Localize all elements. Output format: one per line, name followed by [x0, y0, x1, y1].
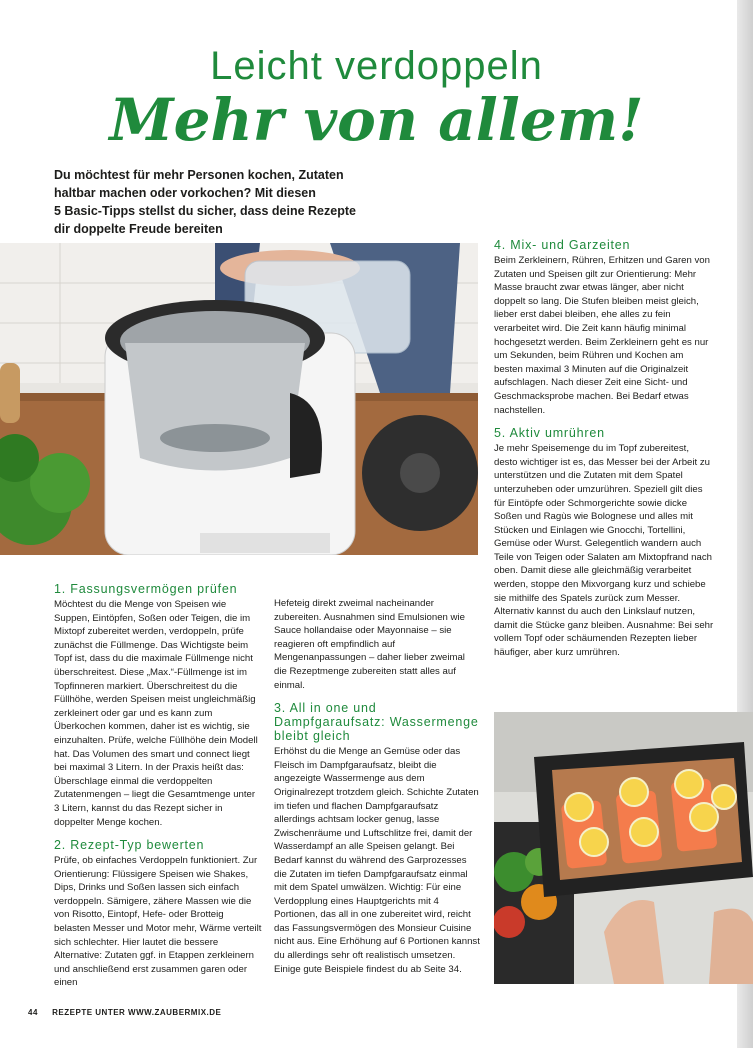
page-number: 44 [28, 1008, 38, 1017]
heading-section-3: 3. All in one und Dampfgaraufsatz: Wassermenge bleibt gleich [274, 701, 479, 744]
footer-label: REZEPTE UNTER WWW.ZAUBERMIX.DE [52, 1008, 222, 1017]
heading-section-2: 2. Rezept-Typ bewerten [54, 838, 205, 853]
intro-line: Du möchtest für mehr Personen kochen, Zutaten [54, 168, 344, 182]
intro-line: haltbar machen oder vorkochen? Mit diesen [54, 186, 316, 200]
column-3 [494, 238, 714, 660]
intro-line: 5 Basic-Tipps stellst du sicher, dass deine Rezepte [54, 204, 356, 218]
title-line-2: Mehr von allem! [109, 86, 644, 154]
intro-text [54, 166, 474, 238]
photo-steaming-tray [494, 712, 753, 984]
column-1 [54, 582, 262, 990]
heading-section-4: 4. Mix- und Garzeiten [494, 238, 631, 252]
body-section-4: Beim Zerkleinern, Rühren, Erhitzen und Garen von Zutaten und Speisen gilt zur Orientierung: Mehr Masse braucht zwar etwas länger, aber nicht doppelt so lang. Die Stufen bleiben meist gleich, lieber erst dabei bleiben, ehe alles zu fein verarbeitet wird. Die Zeit kann häufig minimal hochgesetzt werden. Beim Zerkleinern geht es nur um Sekunden, beim Rühren und Kochen am besten maximal 3 Minuten auf die Originalzeit aufschlagen. Nach dieser Zeit eine Sicht- und Geschmacksprobe machen. Bei Bedarf etwas nachstellen. [494, 255, 710, 416]
body-section-3: Erhöhst du die Menge an Gemüse oder das Fleisch im Dampfgaraufsatz, bleibt die angezeigte Wassermenge aus dem Originalrezept trotzdem gleich. Schichte Zutaten im tiefen und flachen Dampfgaraufsatz allerdings achtsam locker genug, lasse Zwischenräume und Luftschlitze frei, damit der Wasserdampf an alle Speisen gelangt. Bei Bedarf kannst du während des Garprozesses die Zutaten im tiefen Dampfgaraufsatz einmal mit dem Spatel umwälzen. Wichtig: Für eine Verdopplung eines Hauptgerichts mit 4 Portionen, das all in one zubereitet wird, reicht das Fassungsvermögen des Monsieur Cuisine nicht aus. Eine Erhöhung auf 6 Portionen kannst du allerdings sehr oft realistisch umsetzen. Einige gute Beispiele findest du ab Seite 34. [274, 746, 480, 975]
heading-section-1: 1. Fassungsvermögen prüfen [54, 582, 238, 596]
intro-line: dir doppelte Freude bereiten [54, 222, 223, 236]
body-section-2-continued: Hefeteig direkt zweimal nacheinander zubereiten. Ausnahmen sind Emulsionen wie Sauce hollandaise oder Mayonnaise – sie reagieren oft empfindlich auf Mengenanpassungen – daher lieber zweimal die Rezeptmenge zubereiten statt alles auf einmal. [274, 598, 465, 691]
body-section-2: Prüfe, ob einfaches Verdoppeln funktioniert. Zur Orientierung: Flüssigere Speisen wie Shakes, Dips, Drinks und Soßen lassen sich einfach verdoppeln. Sämigere, zähere Massen wie die von Risotto, Eintopf, Hefe- oder Brotteig belasten Messer und Motor mehr, Wärme verteilt sich schlechter. Hier lautet die bessere Alternative: Zutaten ggf. in Etappen zerkleinern und anschließend erst zusammen garen oder einen [54, 855, 262, 989]
photo-kitchen-machine [0, 243, 478, 555]
body-section-1: Möchtest du die Menge von Speisen wie Suppen, Eintöpfen, Soßen oder Teigen, die im Mixtopf zubereitet werden, verdoppeln, prüfe zunächst die Füllmenge. Das Wichtigste beim Topf ist, dass du die maximale Füllmenge nicht überschreitest. Diese „Max.“-Füllmenge ist im Topfinneren markiert. Überschreitest du die Füllhöhe, werden Speisen meist ungleichmäßig zerkleinert oder gar und es kann zum Überkochen kommen, daher ist es wichtig, sie einzuhalten. Prüfe, welche Füllhöhe dein Modell hat. Das Volumen des smart und connect liegt bei maximal 3 Litern. In der Praxis heißt das: Überschlage einmal die verdoppelten Zutatenmengen – liegt die Gesamtmenge unter 3 Litern, kannst du das Rezept sicher in doppelter Menge kochen. [54, 599, 258, 828]
page-footer [28, 1008, 221, 1017]
column-2 [274, 597, 480, 976]
title-line-1: Leicht verdoppeln [210, 44, 543, 88]
heading-section-5: 5. Aktiv umrühren [494, 426, 605, 441]
body-section-5: Je mehr Speisemenge du im Topf zubereitest, desto wichtiger ist es, das Messer bei der Arbeit zu unterstützen und die Zutaten mit dem Spatel unterzuheben oder umzurühren. Speziell gilt dies für Eintöpfe oder Schmorgerichte sowie dicke Soßen und Ragùs wie Bolognese und alles mit Stücken und Einlagen wie Gnocchi, Tortellini, Gemüse oder Wurst. Gelegentlich wandern auch Teile von Teigen oder Salaten am Mixtopfrand nach oben. Damit diese alle gleichmäßig verarbeitet werden, stoppe den Mixvorgang kurz und schiebe sie mithilfe des Spatels zurück zum Messer. Alternativ kannst du auch den Linkslauf nutzen, damit die Stücke ganz bleiben. Ausnahme: Bei sehr vollem Topf oder schäumenden Rezepten lieber häufiger, aber kurz umrühren. [494, 443, 714, 659]
